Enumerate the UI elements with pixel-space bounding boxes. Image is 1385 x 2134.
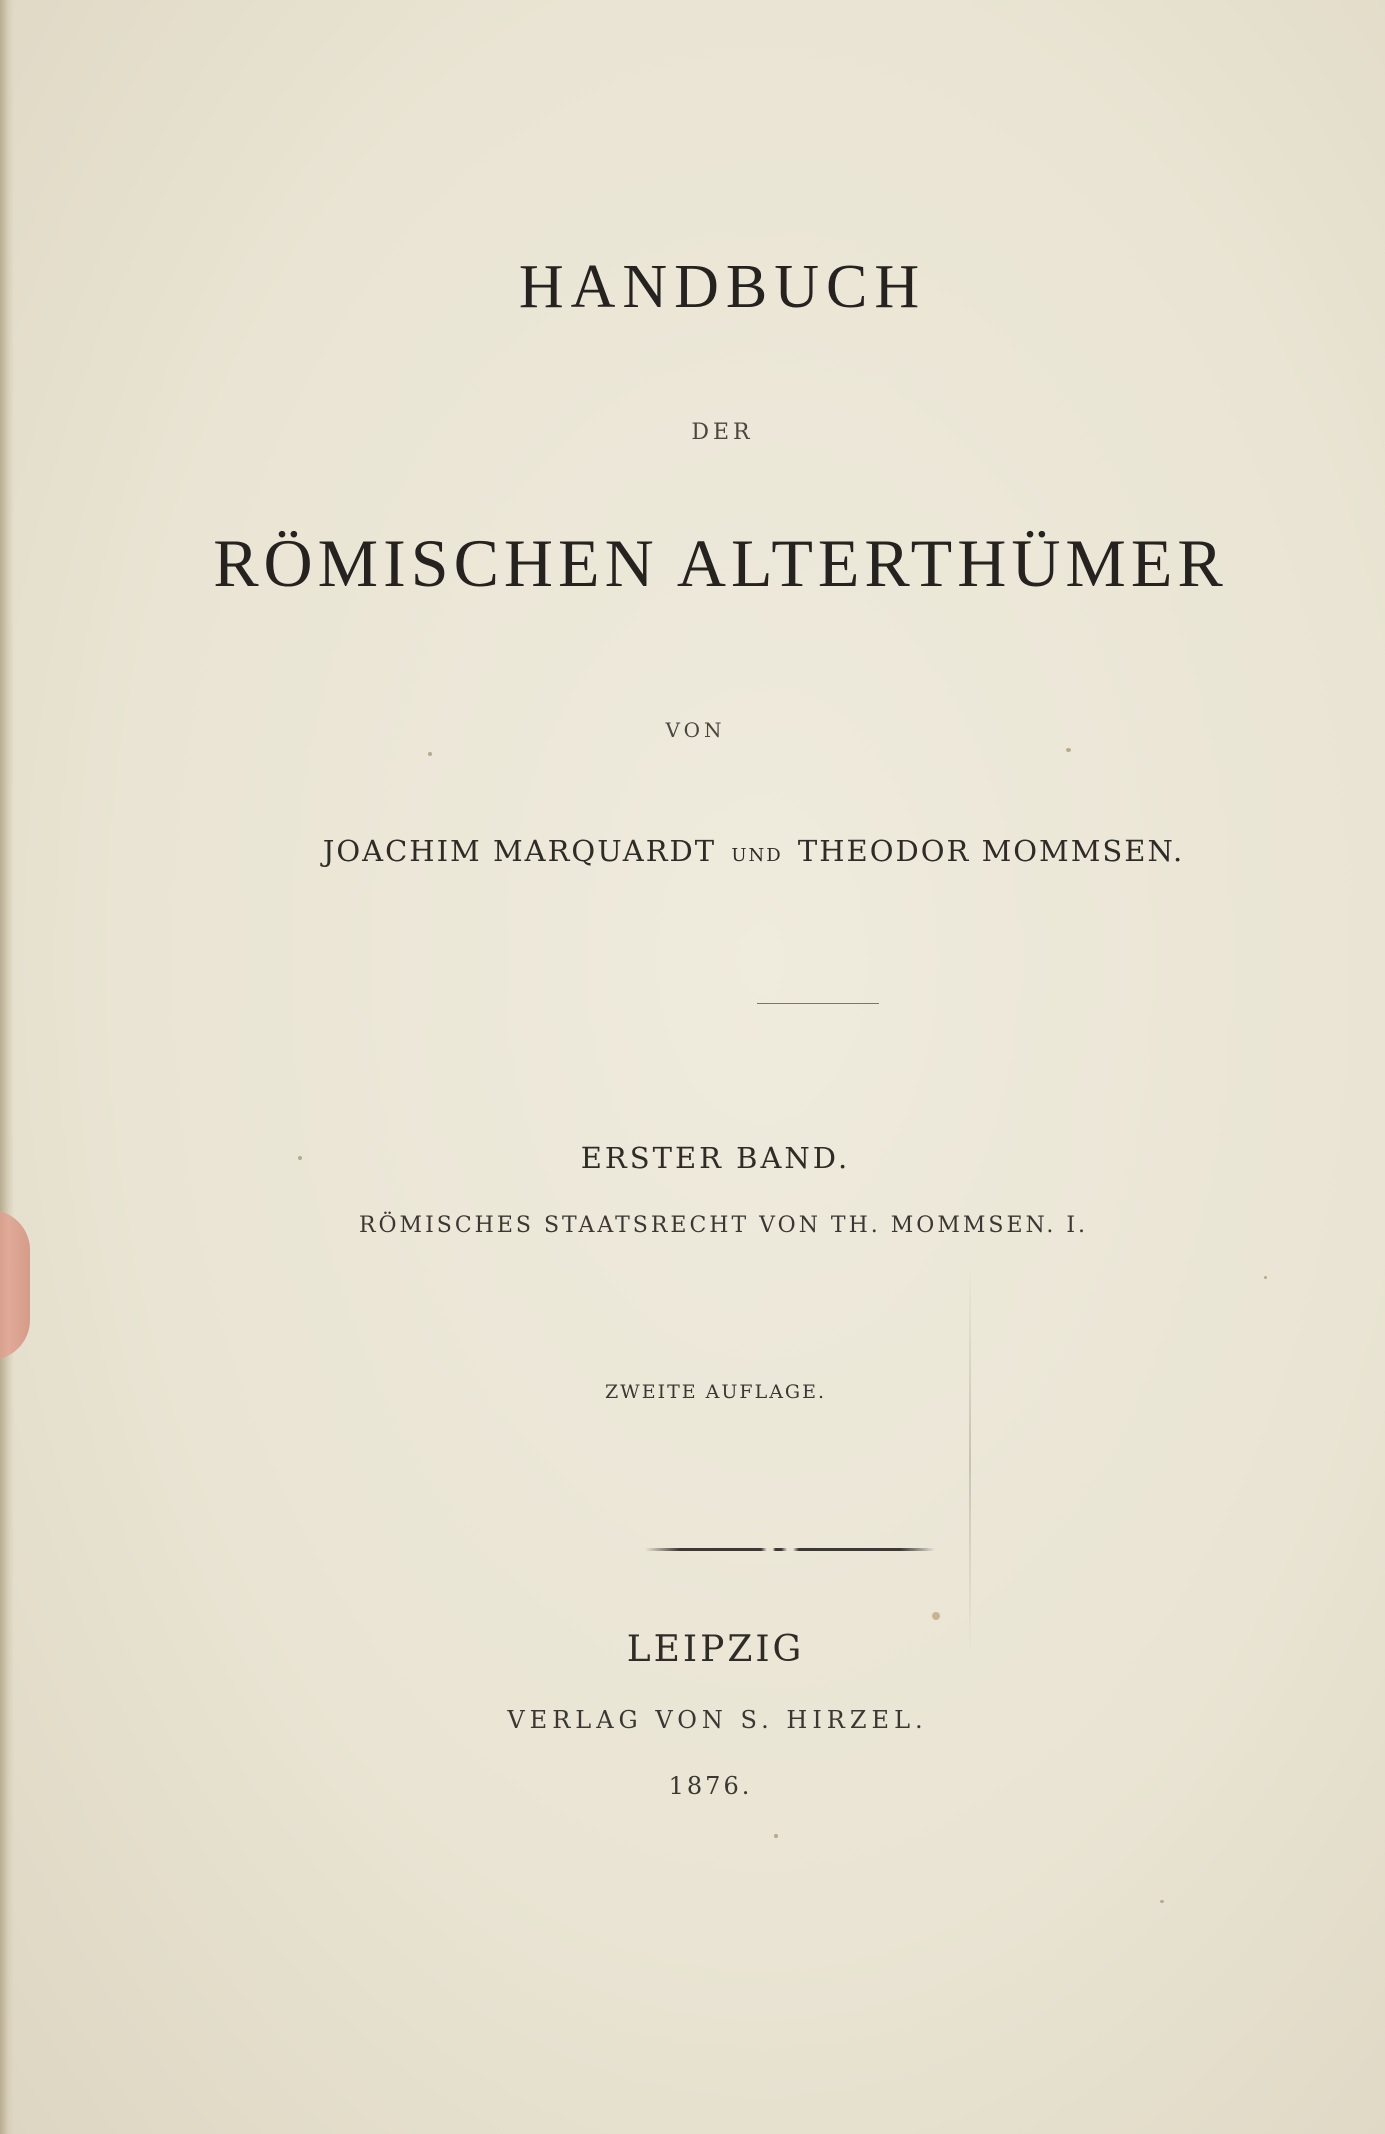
edition-label: ZWEITE AUFLAGE. [604,1381,827,1403]
paper-speck [1160,1900,1164,1903]
divider-rule [757,1003,879,1004]
by-line: VON [665,718,726,742]
author-conjunction: UND [731,845,783,866]
paper-speck [1264,1276,1267,1279]
paper-speck [932,1612,940,1620]
imprint-year: 1876. [668,1772,753,1800]
book-title: HANDBUCH [518,253,927,321]
authors [0,834,1385,868]
paper-speck [1066,748,1071,752]
imprint-city: LEIPZIG [626,1629,805,1670]
volume-label: ERSTER BAND. [580,1141,851,1175]
book-subject: RÖMISCHEN ALTERTHÜMER [213,525,1228,601]
imprint-publisher: VERLAG VON S. HIRZEL. [507,1706,928,1734]
author-marquardt: JOACHIM MARQUARDT [322,834,717,868]
ornamental-rule [645,1548,935,1551]
paper-speck [774,1834,778,1838]
paper-speck [428,752,432,756]
volume-subtitle: RÖMISCHES STAATSRECHT VON TH. MOMMSEN. I. [358,1213,1089,1238]
title-connector: DER [691,420,754,445]
page-crease [969,1260,971,1660]
author-mommsen: THEODOR MOMMSEN. [797,834,1185,868]
